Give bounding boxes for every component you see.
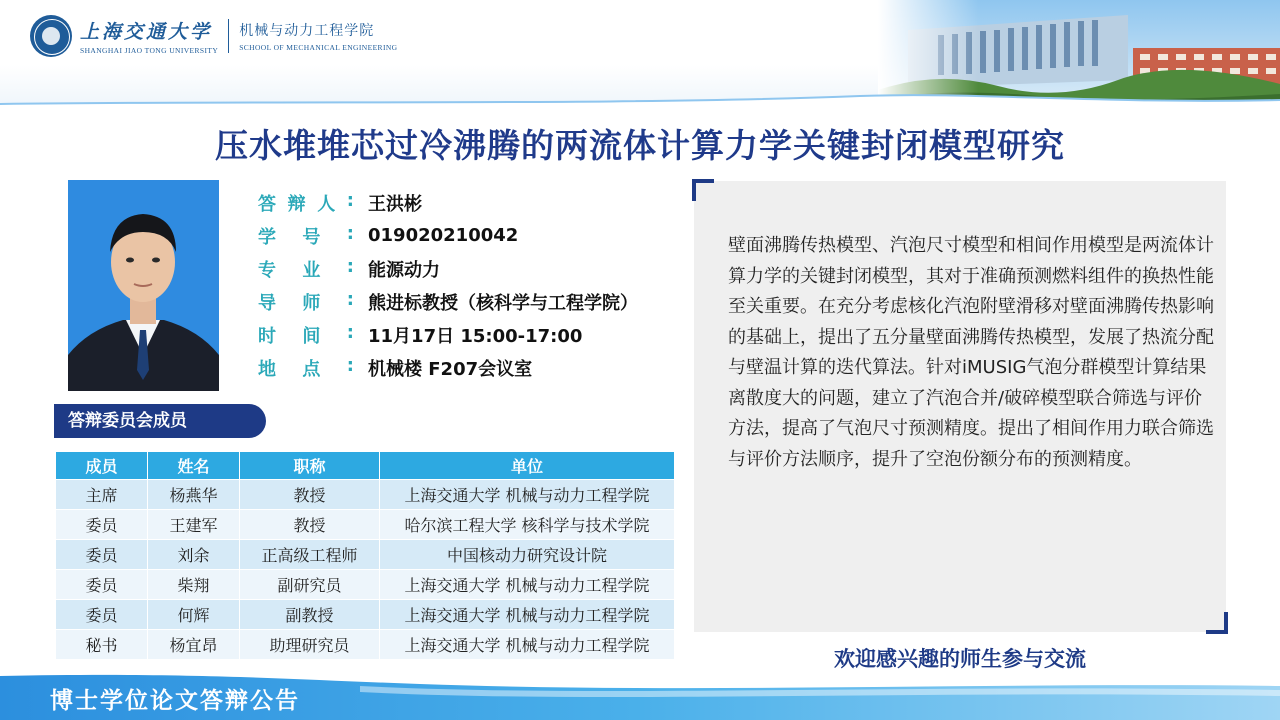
corner-bracket-bottom-right: [1206, 612, 1228, 634]
table-cell: 上海交通大学 机械与动力工程学院: [380, 600, 675, 630]
column-header: 姓名: [148, 452, 240, 480]
abstract-panel: [694, 181, 1226, 632]
info-label-char: 师: [302, 292, 321, 314]
university-name-cn: 上海交通大学: [80, 21, 213, 43]
thesis-title: 压水堆堆芯过冷沸腾的两流体计算力学关键封闭模型研究: [215, 126, 1065, 165]
table-cell: 委员: [56, 600, 148, 630]
info-label-char: 间: [302, 325, 321, 347]
candidate-info: [258, 186, 688, 384]
info-label: [258, 256, 356, 282]
info-row: [258, 186, 688, 219]
table-row: [56, 600, 675, 630]
table-cell: 副研究员: [240, 570, 380, 600]
info-row: [258, 285, 688, 318]
abstract-text: 壁面沸腾传热模型、汽泡尺寸模型和相间作用模型是两流体计算力学的关键封闭模型，其对于准确预测燃料组件的换热性能至关重要。在充分考虑核化汽泡附壁滑移对壁面沸腾传热影响的基础上，提出了五分量壁面沸腾传热模型，发展了热流分配与壁温计算的迭代算法。针对iMUSIG气泡分群模型计算结果离散度大的问题，建立了汽泡合并/破碎模型联合筛选与评价方法，提高了气泡尺寸预测精度。提出了相间作用力联合筛选与评价方法顺序，提升了空泡份额分布的预测精度。: [728, 235, 1214, 470]
table-cell: 教授: [240, 510, 380, 540]
table-cell: 秘书: [56, 630, 148, 660]
footer-title: 博士学位论文答辩公告: [50, 687, 300, 714]
welcome-message: 欢迎感兴趣的师生参与交流: [834, 647, 1086, 671]
table-cell: 教授: [240, 480, 380, 510]
info-value: 11月17日 15:00-17:00: [368, 325, 583, 347]
corner-bracket-top-left: [692, 179, 714, 201]
table-cell: 上海交通大学 机械与动力工程学院: [380, 570, 675, 600]
info-label-char: :: [346, 222, 354, 244]
info-value: 能源动力: [368, 259, 440, 281]
info-label-char: :: [346, 354, 354, 376]
table-row: [56, 570, 675, 600]
table-cell: 主席: [56, 480, 148, 510]
info-value: 019020210042: [368, 225, 519, 246]
info-row: [258, 252, 688, 285]
info-label-char: 业: [302, 259, 321, 281]
info-value: 熊进标教授（核科学与工程学院）: [368, 292, 638, 314]
header-banner: [0, 0, 1280, 110]
table-cell: 委员: [56, 570, 148, 600]
info-label-char: :: [346, 189, 354, 211]
info-label: [258, 322, 356, 348]
info-label-char: 时: [258, 325, 276, 347]
info-label: [258, 223, 356, 249]
column-header: 成员: [56, 452, 148, 480]
info-label-char: 学: [258, 226, 276, 248]
info-label-char: 导: [258, 292, 276, 314]
table-cell: 杨宜昂: [148, 630, 240, 660]
school-name-en: SCHOOL OF MECHANICAL ENGINEERING: [239, 43, 398, 52]
info-row: [258, 351, 688, 384]
info-label-char: :: [346, 288, 354, 310]
info-value: 王洪彬: [368, 193, 422, 215]
table-row: [56, 510, 675, 540]
table-cell: 中国核动力研究设计院: [380, 540, 675, 570]
info-label-char: 人: [317, 193, 336, 215]
logo-divider: [228, 19, 229, 53]
column-header: 单位: [380, 452, 675, 480]
table-cell: 委员: [56, 510, 148, 540]
info-row: [258, 219, 688, 252]
table-cell: 上海交通大学 机械与动力工程学院: [380, 630, 675, 660]
info-label-char: 号: [302, 226, 321, 248]
info-label-char: :: [346, 321, 354, 343]
candidate-photo: [68, 180, 219, 391]
table-cell: 刘余: [148, 540, 240, 570]
school-name-cn: 机械与动力工程学院: [239, 23, 375, 39]
table-cell: 正高级工程师: [240, 540, 380, 570]
table-cell: 柴翔: [148, 570, 240, 600]
info-label-char: 专: [258, 259, 276, 281]
table-cell: 助理研究员: [240, 630, 380, 660]
info-value: 机械楼 F207会议室: [368, 358, 533, 380]
info-label: [258, 190, 356, 216]
info-label-char: 辩: [287, 193, 306, 215]
info-label-char: 地: [258, 358, 276, 380]
table-cell: 副教授: [240, 600, 380, 630]
table-cell: 哈尔滨工程大学 核科学与技术学院: [380, 510, 675, 540]
university-name-en: SHANGHAI JIAO TONG UNIVERSITY: [80, 46, 219, 55]
table-row: [56, 630, 675, 660]
table-cell: 王建军: [148, 510, 240, 540]
info-label-char: :: [346, 255, 354, 277]
info-label-char: 点: [302, 358, 321, 380]
info-label: [258, 355, 356, 381]
committee-heading: 答辩委员会成员: [54, 404, 266, 438]
table-cell: 上海交通大学 机械与动力工程学院: [380, 480, 675, 510]
column-header: 职称: [240, 452, 380, 480]
university-seal-icon: [30, 15, 72, 57]
university-logo: [30, 14, 397, 58]
info-label: [258, 289, 356, 315]
info-label-char: 答: [258, 193, 276, 215]
table-cell: 委员: [56, 540, 148, 570]
table-cell: 杨燕华: [148, 480, 240, 510]
table-row: [56, 480, 675, 510]
committee-table: [55, 451, 675, 660]
table-cell: 何辉: [148, 600, 240, 630]
table-row: [56, 540, 675, 570]
info-row: [258, 318, 688, 351]
